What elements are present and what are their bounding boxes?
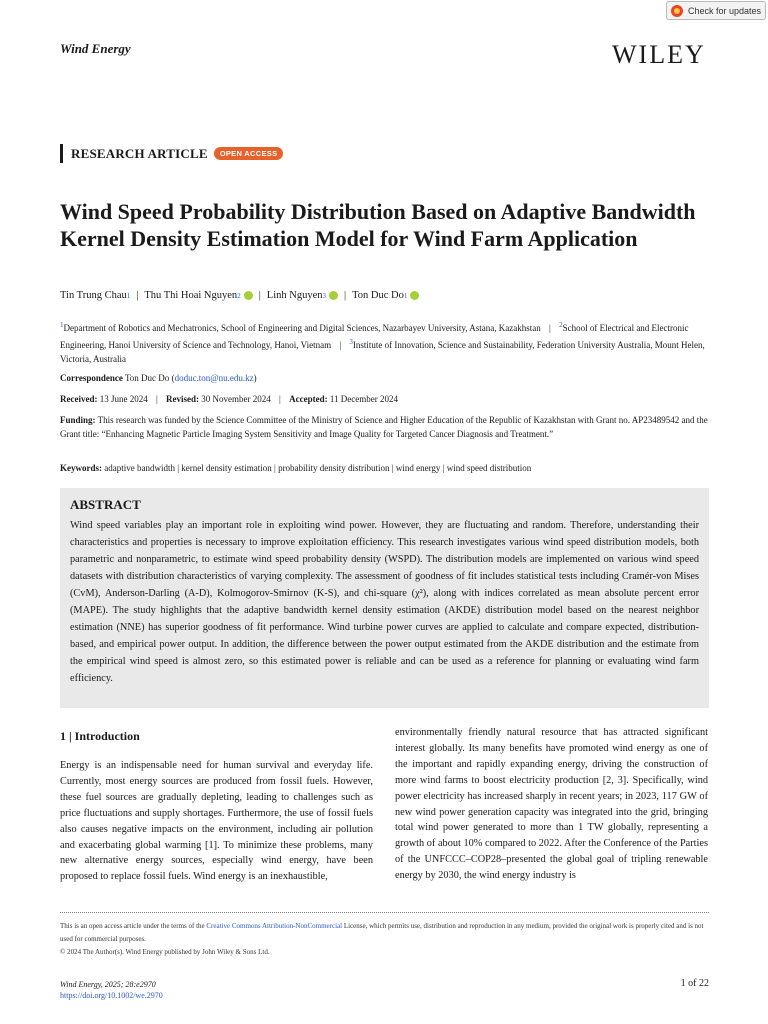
article-type-label: RESEARCH ARTICLE — [71, 145, 208, 161]
author-name[interactable]: Thu Thi Hoai Nguyen — [144, 290, 238, 301]
license-note — [60, 920, 710, 959]
affiliation-separator: | — [339, 340, 342, 350]
revised-label: Revised: — [166, 394, 200, 404]
license-text-post: License, which permits use, distribution and reproduction in any medium, provided the original work is properly cited and is not used for commercial purposes. — [60, 922, 704, 943]
article-dates — [60, 392, 710, 406]
accepted-date: 11 December 2024 — [329, 394, 398, 404]
affiliation-number: 2 — [559, 321, 563, 329]
footnote-divider — [60, 912, 709, 913]
author-separator: | — [258, 290, 261, 301]
footer-citation: Wind Energy, 2025; 28:e2970 — [60, 980, 156, 989]
funding-label: Funding: — [60, 415, 96, 425]
check-for-updates-label: Check for updates — [688, 5, 762, 16]
footer-citation-block — [60, 979, 163, 1001]
author-list — [60, 290, 419, 301]
correspondence-label: Correspondence — [60, 373, 123, 383]
affiliation-text: School of Electrical and Electronic Engineering, Hanoi University of Science and Technology, Hanoi, Vietnam — [60, 323, 689, 350]
journal-name: Wind Energy — [60, 41, 131, 56]
abstract-heading: ABSTRACT — [70, 497, 141, 512]
copyright-text: © 2024 The Author(s). Wind Energy published by John Wiley & Sons Ltd. — [60, 948, 270, 956]
affiliation-number: 1 — [60, 321, 64, 329]
received-label: Received: — [60, 394, 98, 404]
received-date: 13 June 2024 — [99, 394, 148, 404]
funding — [60, 413, 710, 441]
author-name[interactable]: Ton Duc Do — [352, 290, 404, 301]
orcid-icon[interactable] — [244, 291, 253, 300]
author-name[interactable]: Tin Trung Chau — [60, 290, 127, 301]
orcid-icon[interactable] — [329, 291, 338, 300]
doi-link[interactable]: https://doi.org/10.1002/we.2970 — [60, 991, 163, 1000]
correspondence-name: Ton Duc Do — [124, 373, 170, 383]
affiliations — [60, 318, 710, 366]
open-access-badge: OPEN ACCESS — [214, 147, 284, 160]
author-separator: | — [344, 290, 347, 301]
accepted-label: Accepted: — [289, 394, 328, 404]
body-column-right: environmentally friendly natural resource that has attracted significant interest globally. Its many benefits have promoted wind energy as one of the important and rapidly expanding energy, driving the construction of more wind farms to boost electricity production [2, 3]. Specifically, wind power electricity has increased sharply in recent years; in 2023, 117 GW of new wind power generation capacity was integrated into the grid, bringing total wind power generated to more than 1 TW globally, representing a growth of about 10% compared to 2022. After the Conference of the Parties of the UNFCCC–COP28–presented the global goal of tripling renewable energy by 2030, the wind energy industry is — [395, 727, 708, 882]
check-for-updates-button[interactable] — [666, 1, 766, 20]
correspondence-email-link[interactable]: doduc.ton@nu.edu.kz — [174, 373, 254, 383]
author-name[interactable]: Linh Nguyen — [266, 290, 323, 301]
funding-text: This research was funded by the Science Committee of the Ministry of Science and Higher Education of the Republic of Kazakhstan with Grant no. AP23489542 and the Grant title: “Enhancing Magnetic Particle Imaging System Sensitivity and Image Quality for Targeted Cancer Diagnosis and Treatment.” — [60, 415, 708, 439]
abstract-text: Wind speed variables play an important role in exploiting wind power. However, they are fluctuating and random. Therefore, understanding their characteristics and properties is necessary to improve exploitation efficiency. This research investigates various wind speed distribution models, both parametric and nonparametric, to estimate wind speed probability density (WSPD). The distribution models are implemented on various wind speed datasets with distribution characteristics of varying complexity. The assessment of goodness of fit includes statistical tests including Cramér-von Mises (CvM), Anderson-Darling (A-D), Kolmogorov-Smirnov (K-S), and chi-square (χ²), along with indices correlated as mean absolute percent error (MAPE). The study highlights that the adaptive bandwidth kernel density estimation (AKDE) distribution model based on the nearest neighbor estimation (NNE) has superior goodness of fit performance. Wind turbine power curves are applied to calculate and compare expected, distribution-based, and empirical power output. In addition, the difference between the power output estimated from the AKDE distribution and the estimate from the empirical wind speed is almost zero, so this estimated power is reliable and can be used as a reference for planning or evaluating wind farm efficiency. — [70, 520, 699, 684]
keywords — [60, 461, 710, 475]
keywords-text: adaptive bandwidth | kernel density estimation | probability density distribution | wind energy | wind speed distribution — [104, 463, 532, 473]
article-type — [60, 144, 283, 163]
crossmark-icon — [671, 5, 683, 17]
author-separator: | — [136, 290, 139, 301]
affiliation-ref[interactable]: 3 — [322, 291, 326, 300]
date-separator: | — [279, 394, 281, 404]
keywords-label: Keywords: — [60, 463, 102, 473]
affiliation-text: Institute of Innovation, Science and Sustainability, Federation University Australia, Mount Helen, Victoria, Australia — [60, 340, 705, 364]
article-title: Wind Speed Probability Distribution Based on Adaptive Bandwidth Kernel Density Estimation Model for Wind Farm Application — [60, 199, 696, 251]
affiliation-ref[interactable]: 2 — [237, 291, 241, 300]
license-text-pre: This is an open access article under the terms of the — [60, 922, 207, 930]
affiliation-ref[interactable]: 1 — [403, 291, 408, 300]
abstract-box — [60, 488, 709, 708]
affiliation-ref[interactable]: 1 — [126, 291, 131, 300]
correspondence: Correspondence Ton Duc Do (doduc.ton@nu.edu.kz) — [60, 373, 257, 383]
publisher-logo: WILEY — [612, 40, 706, 69]
affiliation-separator: | — [549, 323, 551, 333]
license-link[interactable]: Creative Commons Attribution-NonCommercial — [206, 922, 343, 930]
orcid-icon[interactable] — [410, 291, 419, 300]
revised-date: 30 November 2024 — [201, 394, 271, 404]
page-number: 1 of 22 — [680, 978, 709, 989]
affiliation-number: 3 — [349, 338, 353, 346]
article-type-bar — [60, 144, 63, 163]
body-column-left: Energy is an indispensable need for human survival and everyday life. Currently, most energy sources are produced from fossil fuels. However, these fuel sources are gradually depleting, leading to challenges such as price fluctuations and supply shortages. Furthermore, the use of fossil fuels also causes negative impacts on the environment, including air pollution and exacerbating global warming [1]. To minimize these problems, many new alternative energy sources, especially wind energy, have been proposed to replace fossil fuels. Wind energy is an inexhaustible, — [60, 760, 373, 883]
section-heading: 1 | Introduction — [60, 729, 140, 743]
affiliation-text: Department of Robotics and Mechatronics, School of Engineering and Digital Sciences, Nazarbayev University, Astana, Kazakhstan — [63, 323, 541, 333]
date-separator: | — [155, 394, 158, 404]
